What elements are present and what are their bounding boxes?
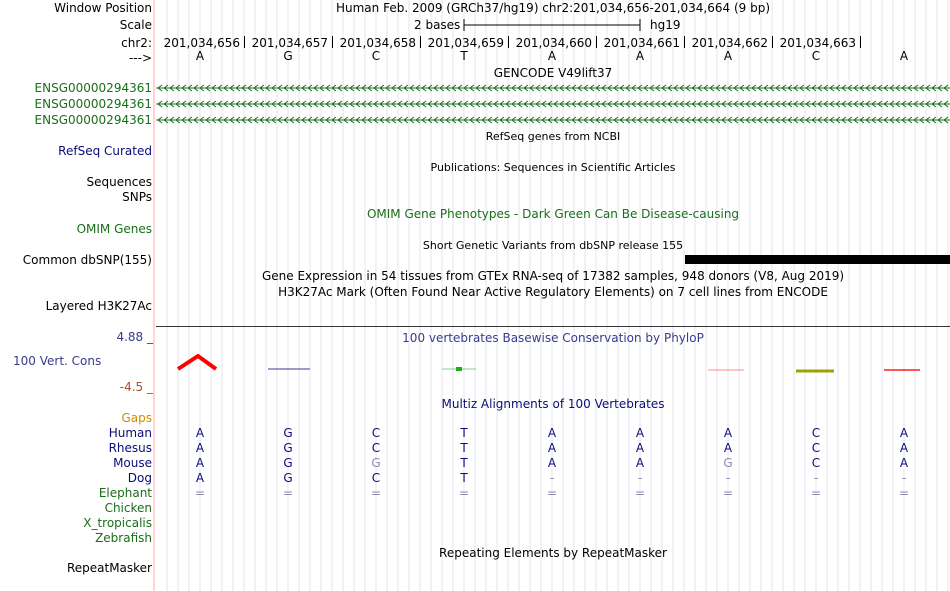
reference-base: A bbox=[195, 49, 205, 63]
reference-base: G bbox=[283, 49, 293, 63]
alignment-base: G bbox=[283, 426, 293, 440]
coordinate-label: 201,034,656 bbox=[163, 36, 240, 50]
alignment-base: - bbox=[549, 471, 555, 485]
h3k27ac-track-title: H3K27Ac Mark (Often Found Near Active Regulatory Elements) on 7 cell lines from ENCODE bbox=[278, 285, 828, 299]
species-label[interactable]: Elephant bbox=[98, 486, 152, 500]
alignment-base: A bbox=[899, 456, 909, 470]
alignment-base: = bbox=[898, 486, 910, 500]
reference-base: A bbox=[723, 49, 733, 63]
alignment-base: T bbox=[460, 471, 468, 485]
alignment-base: C bbox=[811, 441, 821, 455]
reference-base: A bbox=[899, 49, 909, 63]
coordinate-tick bbox=[860, 36, 861, 48]
scale-label: Scale bbox=[119, 18, 152, 32]
alignment-base: A bbox=[899, 426, 909, 440]
species-label[interactable]: Chicken bbox=[104, 501, 152, 515]
alignment-base: - bbox=[901, 471, 907, 485]
alignment-base: A bbox=[547, 456, 557, 470]
phylop-min-label: -4.5 _ bbox=[119, 380, 153, 394]
phylop-track-title: 100 vertebrates Basewise Conservation by PhyloP bbox=[402, 331, 704, 345]
alignment-base: A bbox=[635, 456, 645, 470]
multiz-track-title: Multiz Alignments of 100 Vertebrates bbox=[441, 397, 665, 411]
sequences-track-label[interactable]: Sequences bbox=[86, 175, 152, 189]
alignment-base: = bbox=[722, 486, 734, 500]
alignment-base: = bbox=[370, 486, 382, 500]
dbsnp-feature-bar[interactable] bbox=[685, 255, 950, 264]
coordinate-label: 201,034,663 bbox=[779, 36, 856, 50]
h3k27ac-track-label[interactable]: Layered H3K27Ac bbox=[45, 299, 152, 313]
alignment-base: = bbox=[282, 486, 294, 500]
scale-value: 2 bases bbox=[414, 18, 461, 32]
species-label[interactable]: Rhesus bbox=[108, 441, 152, 455]
alignment-base: A bbox=[723, 441, 733, 455]
coordinate-label: 201,034,657 bbox=[251, 36, 328, 50]
alignment-base: A bbox=[195, 471, 205, 485]
coordinate-label: 201,034,662 bbox=[691, 36, 768, 50]
alignment-base: A bbox=[195, 441, 205, 455]
reference-base: C bbox=[811, 49, 821, 63]
species-label[interactable]: Dog bbox=[127, 471, 152, 485]
window-position-value: Human Feb. 2009 (GRCh37/hg19) chr2:201,034,656-201,034,664 (9 bp) bbox=[335, 1, 770, 15]
alignment-base: A bbox=[723, 426, 733, 440]
omim-track-label[interactable]: OMIM Genes bbox=[76, 222, 152, 236]
repeatmasker-track-title: Repeating Elements by RepeatMasker bbox=[439, 546, 667, 560]
gencode-gene-label[interactable]: ENSG00000294361 bbox=[34, 81, 152, 95]
alignment-base: = bbox=[458, 486, 470, 500]
window-position-label: Window Position bbox=[54, 1, 152, 15]
scale-bar bbox=[462, 17, 644, 33]
alignment-base: T bbox=[460, 456, 468, 470]
alignment-base: - bbox=[813, 471, 819, 485]
dbsnp-track-title: Short Genetic Variants from dbSNP release 155 bbox=[422, 239, 684, 252]
phylop-signal[interactable] bbox=[156, 345, 950, 385]
gaps-track-label[interactable]: Gaps bbox=[121, 411, 152, 425]
refseq-track-title: RefSeq genes from NCBI bbox=[485, 130, 621, 143]
gencode-transcript-line[interactable] bbox=[156, 100, 950, 108]
refseq-track-label[interactable]: RefSeq Curated bbox=[58, 144, 152, 158]
alignment-base: A bbox=[635, 441, 645, 455]
omim-track-title: OMIM Gene Phenotypes - Dark Green Can Be Disease-causing bbox=[366, 207, 740, 221]
alignment-base: - bbox=[725, 471, 731, 485]
alignment-base: A bbox=[899, 441, 909, 455]
coordinate-label: 201,034,661 bbox=[603, 36, 680, 50]
scale-assembly: hg19 bbox=[650, 18, 681, 32]
reference-base: T bbox=[460, 49, 468, 63]
species-label[interactable]: Human bbox=[108, 426, 152, 440]
reference-base: A bbox=[547, 49, 557, 63]
gencode-transcript-line[interactable] bbox=[156, 84, 950, 92]
alignment-base: G bbox=[371, 456, 381, 470]
phylop-mark bbox=[456, 367, 462, 371]
coordinate-label: 201,034,659 bbox=[427, 36, 504, 50]
alignment-base: C bbox=[371, 441, 381, 455]
gtex-track-title: Gene Expression in 54 tissues from GTEx RNA-seq of 17382 samples, 948 donors (V8, Aug 2019) bbox=[261, 269, 845, 283]
alignment-base: G bbox=[723, 456, 733, 470]
publications-track-title: Publications: Sequences in Scientific Articles bbox=[430, 161, 676, 174]
reference-base: C bbox=[371, 49, 381, 63]
h3k27ac-baseline bbox=[156, 326, 950, 327]
repeatmasker-track-label[interactable]: RepeatMasker bbox=[66, 561, 152, 575]
dbsnp-track-label[interactable]: Common dbSNP(155) bbox=[22, 253, 152, 267]
species-label[interactable]: X_tropicalis bbox=[83, 516, 152, 530]
gencode-gene-label[interactable]: ENSG00000294361 bbox=[34, 113, 152, 127]
alignment-base: A bbox=[195, 426, 205, 440]
alignment-base: C bbox=[371, 426, 381, 440]
alignment-base: C bbox=[811, 456, 821, 470]
alignment-base: C bbox=[811, 426, 821, 440]
alignment-base: A bbox=[547, 426, 557, 440]
alignment-base: T bbox=[460, 426, 468, 440]
strand-arrow-label: ---> bbox=[128, 51, 152, 65]
alignment-base: G bbox=[283, 441, 293, 455]
alignment-base: G bbox=[283, 471, 293, 485]
gencode-gene-label[interactable]: ENSG00000294361 bbox=[34, 97, 152, 111]
chrom-label: chr2: bbox=[121, 36, 152, 50]
phylop-peak-mark bbox=[178, 356, 216, 369]
coordinate-label: 201,034,658 bbox=[339, 36, 416, 50]
coordinate-label: 201,034,660 bbox=[515, 36, 592, 50]
gencode-track-title: GENCODE V49lift37 bbox=[493, 66, 613, 80]
alignment-base: T bbox=[460, 441, 468, 455]
gencode-transcript-line[interactable] bbox=[156, 116, 950, 124]
phylop-track-label[interactable]: 100 Vert. Cons bbox=[13, 354, 102, 368]
alignment-base: A bbox=[635, 426, 645, 440]
alignment-base: = bbox=[810, 486, 822, 500]
alignment-base: C bbox=[371, 471, 381, 485]
alignment-base: = bbox=[194, 486, 206, 500]
alignment-base: A bbox=[547, 441, 557, 455]
phylop-max-label: 4.88 _ bbox=[116, 330, 153, 344]
alignment-base: = bbox=[634, 486, 646, 500]
alignment-base: A bbox=[195, 456, 205, 470]
species-label[interactable]: Zebrafish bbox=[95, 531, 152, 545]
alignment-base: = bbox=[546, 486, 558, 500]
snps-track-label[interactable]: SNPs bbox=[122, 190, 152, 204]
alignment-base: - bbox=[637, 471, 643, 485]
reference-base: A bbox=[635, 49, 645, 63]
alignment-base: G bbox=[283, 456, 293, 470]
species-label[interactable]: Mouse bbox=[113, 456, 152, 470]
